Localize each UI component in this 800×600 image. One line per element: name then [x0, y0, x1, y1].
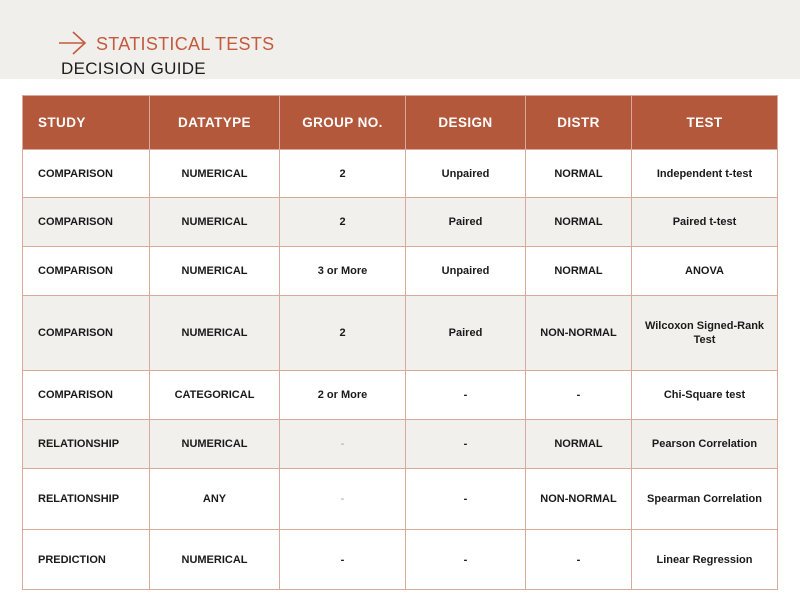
- cell-group-no: 3 or More: [280, 247, 406, 296]
- cell-distr: -: [526, 371, 632, 420]
- cell-study: COMPARISON: [23, 198, 150, 247]
- cell-study: RELATIONSHIP: [23, 420, 150, 469]
- table-row: [23, 469, 778, 530]
- column-header-design: DESIGN: [406, 96, 526, 150]
- cell-design: -: [406, 530, 526, 590]
- cell-study: PREDICTION: [23, 530, 150, 590]
- statistical-tests-table: [22, 95, 778, 590]
- cell-datatype: CATEGORICAL: [150, 371, 280, 420]
- cell-design: -: [406, 371, 526, 420]
- cell-group-no: 2 or More: [280, 371, 406, 420]
- table-row: [23, 198, 778, 247]
- page-title: STATISTICAL TESTS: [96, 34, 275, 54]
- column-header-test: TEST: [632, 96, 778, 150]
- cell-design: Paired: [406, 198, 526, 247]
- cell-test: Chi-Square test: [632, 371, 778, 420]
- cell-study: COMPARISON: [23, 371, 150, 420]
- cell-test: Pearson Correlation: [632, 420, 778, 469]
- column-header-group-no: GROUP NO.: [280, 96, 406, 150]
- cell-datatype: NUMERICAL: [150, 530, 280, 590]
- table-row: [23, 247, 778, 296]
- cell-distr: NON-NORMAL: [526, 469, 632, 530]
- cell-distr: NORMAL: [526, 420, 632, 469]
- cell-design: -: [406, 420, 526, 469]
- column-header-study: STUDY: [23, 96, 150, 150]
- cell-test: Wilcoxon Signed-Rank Test: [632, 296, 778, 371]
- cell-group-no: 2: [280, 296, 406, 371]
- cell-distr: NORMAL: [526, 150, 632, 198]
- table-row: [23, 371, 778, 420]
- cell-test: Spearman Correlation: [632, 469, 778, 530]
- cell-study: COMPARISON: [23, 150, 150, 198]
- cell-design: Unpaired: [406, 247, 526, 296]
- cell-design: Unpaired: [406, 150, 526, 198]
- cell-distr: -: [526, 530, 632, 590]
- column-header-distr: DISTR: [526, 96, 632, 150]
- cell-datatype: NUMERICAL: [150, 247, 280, 296]
- table-row: [23, 150, 778, 198]
- cell-distr: NORMAL: [526, 247, 632, 296]
- table-row: [23, 420, 778, 469]
- cell-study: COMPARISON: [23, 247, 150, 296]
- cell-distr: NORMAL: [526, 198, 632, 247]
- cell-datatype: NUMERICAL: [150, 198, 280, 247]
- cell-test: ANOVA: [632, 247, 778, 296]
- table-header-row: [23, 96, 778, 150]
- cell-group-no: -: [280, 469, 406, 530]
- table-row: [23, 296, 778, 371]
- cell-group-no: -: [280, 530, 406, 590]
- table-row: [23, 530, 778, 590]
- arrow-right-icon: [58, 30, 88, 56]
- cell-datatype: ANY: [150, 469, 280, 530]
- cell-group-no: 2: [280, 150, 406, 198]
- cell-study: COMPARISON: [23, 296, 150, 371]
- cell-distr: NON-NORMAL: [526, 296, 632, 371]
- column-header-datatype: DATATYPE: [150, 96, 280, 150]
- cell-test: Linear Regression: [632, 530, 778, 590]
- page-subtitle: DECISION GUIDE: [61, 59, 206, 78]
- cell-datatype: NUMERICAL: [150, 296, 280, 371]
- cell-group-no: -: [280, 420, 406, 469]
- cell-datatype: NUMERICAL: [150, 150, 280, 198]
- cell-design: -: [406, 469, 526, 530]
- cell-datatype: NUMERICAL: [150, 420, 280, 469]
- cell-test: Paired t-test: [632, 198, 778, 247]
- cell-design: Paired: [406, 296, 526, 371]
- cell-study: RELATIONSHIP: [23, 469, 150, 530]
- cell-group-no: 2: [280, 198, 406, 247]
- cell-test: Independent t-test: [632, 150, 778, 198]
